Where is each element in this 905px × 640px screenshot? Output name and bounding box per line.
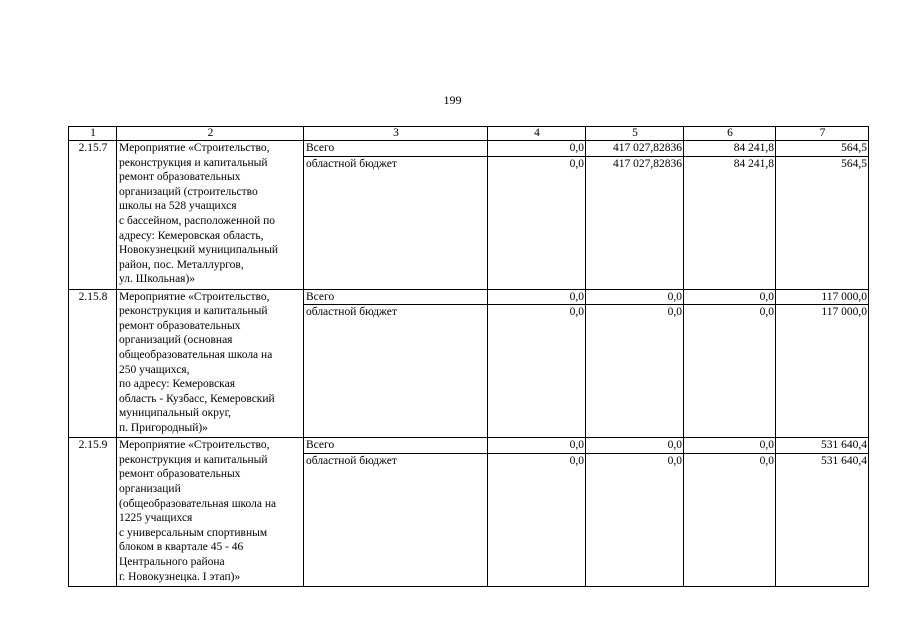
- funding-source: Всего: [304, 141, 488, 157]
- description-line: 1225 учащихся: [119, 512, 193, 525]
- description-line: Мероприятие «Строительство,: [119, 290, 270, 303]
- value-col6: 84 241,8: [684, 156, 776, 289]
- header-cell: 7: [776, 127, 869, 141]
- header-row: [69, 127, 869, 141]
- activity-description: [117, 289, 304, 438]
- description-line: Центрального района: [119, 555, 225, 568]
- value-col6: 0,0: [684, 289, 776, 305]
- page-number: 199: [443, 93, 462, 107]
- value-col5: 0,0: [586, 438, 684, 454]
- description-line: реконструкция и капитальный: [119, 156, 268, 169]
- description-line: Мероприятие «Строительство,: [119, 142, 270, 154]
- description-line: с универсальным спортивным: [119, 526, 268, 539]
- value-col7: 564,5: [776, 156, 869, 289]
- activity-description: [117, 438, 304, 587]
- activity-description: [117, 141, 304, 290]
- value-col7: 531 640,4: [776, 453, 869, 586]
- description-line: область - Кузбасс, Кемеровский: [119, 392, 275, 405]
- description-line: организаций (основная: [119, 334, 233, 347]
- description-line: г. Новокузнецка. I этап)»: [119, 570, 241, 583]
- description-line: 250 учащихся,: [119, 363, 190, 376]
- value-col5: 0,0: [586, 453, 684, 586]
- value-col6: 0,0: [684, 453, 776, 586]
- description-line: ул. Школьная)»: [119, 273, 196, 286]
- description-line: с бассейном, расположенной по: [119, 214, 276, 227]
- funding-source: областной бюджет: [304, 305, 488, 438]
- description-line: реконструкция и капитальный: [119, 453, 268, 466]
- description-line: Новокузнецкий муниципальный: [119, 244, 279, 257]
- row-number: 2.15.8: [69, 289, 117, 438]
- description-line: Мероприятие «Строительство,: [119, 439, 270, 452]
- description-line: ремонт образовательных: [119, 468, 241, 481]
- table-row: [69, 141, 869, 157]
- value-col7: 117 000,0: [776, 289, 869, 305]
- description-line: ремонт образовательных: [119, 319, 241, 332]
- description-line: муниципальный округ,: [119, 407, 231, 420]
- value-col4: 0,0: [488, 141, 586, 157]
- description-line: организаций (строительство: [119, 185, 258, 198]
- description-line: район, пос. Металлургов,: [119, 258, 244, 271]
- funding-source: Всего: [304, 438, 488, 454]
- description-line: ремонт образовательных: [119, 171, 241, 184]
- value-col7: 117 000,0: [776, 305, 869, 438]
- description-line: школы на 528 учащихся: [119, 200, 237, 213]
- description-line: (общеобразовательная школа на: [119, 497, 277, 510]
- value-col7: 564,5: [776, 141, 869, 157]
- value-col6: 0,0: [684, 438, 776, 454]
- header-cell: 3: [304, 127, 488, 141]
- value-col4: 0,0: [488, 289, 586, 305]
- header-cell: 1: [69, 127, 117, 141]
- row-number: 2.15.7: [69, 141, 117, 290]
- value-col6: 84 241,8: [684, 141, 776, 157]
- description-line: адресу: Кемеровская область,: [119, 229, 264, 242]
- table-row: [69, 289, 869, 305]
- header-cell: 2: [117, 127, 304, 141]
- value-col5: 417 027,82836: [586, 156, 684, 289]
- header-cell: 6: [684, 127, 776, 141]
- funding-source: областной бюджет: [304, 156, 488, 289]
- description-line: организаций: [119, 482, 181, 495]
- funding-source: Всего: [304, 289, 488, 305]
- value-col4: 0,0: [488, 156, 586, 289]
- budget-table: [68, 126, 869, 587]
- value-col4: 0,0: [488, 438, 586, 454]
- description-line: блоком в квартале 45 - 46: [119, 541, 244, 554]
- table-row: [69, 438, 869, 454]
- description-line: реконструкция и капитальный: [119, 305, 268, 318]
- value-col5: 417 027,82836: [586, 141, 684, 157]
- header-cell: 4: [488, 127, 586, 141]
- value-col4: 0,0: [488, 453, 586, 586]
- row-number: 2.15.9: [69, 438, 117, 587]
- value-col5: 0,0: [586, 305, 684, 438]
- value-col4: 0,0: [488, 305, 586, 438]
- description-line: п. Пригородный)»: [119, 421, 208, 434]
- description-line: по адресу: Кемеровская: [119, 378, 235, 391]
- value-col6: 0,0: [684, 305, 776, 438]
- value-col7: 531 640,4: [776, 438, 869, 454]
- funding-source: областной бюджет: [304, 453, 488, 586]
- description-line: общеобразовательная школа на: [119, 348, 273, 361]
- value-col5: 0,0: [586, 289, 684, 305]
- header-cell: 5: [586, 127, 684, 141]
